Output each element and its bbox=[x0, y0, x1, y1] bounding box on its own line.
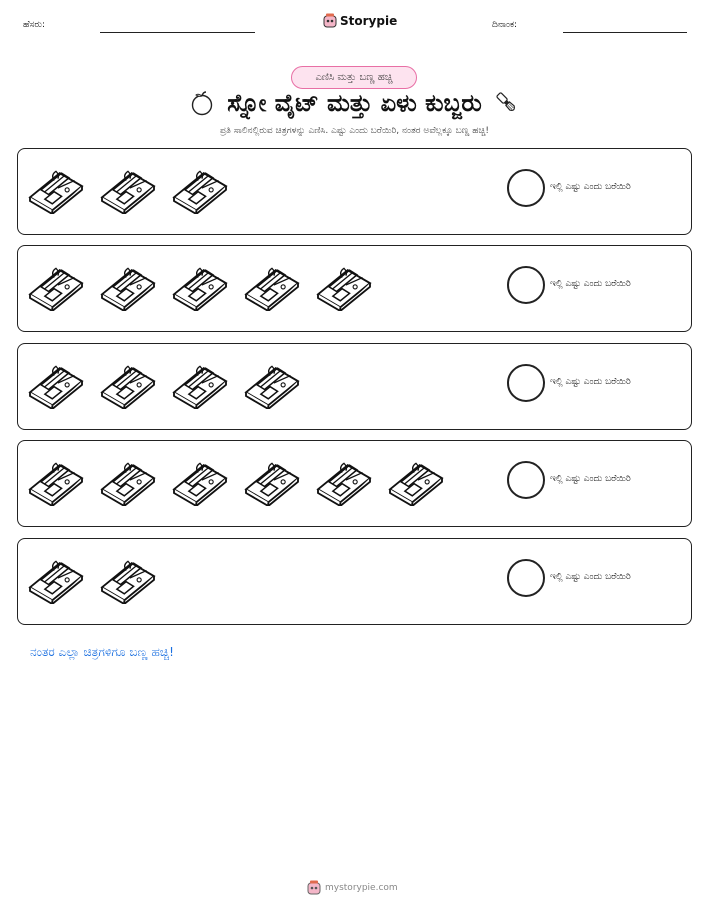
count-row bbox=[17, 440, 692, 527]
mousetrap-icon bbox=[170, 259, 230, 311]
name-label: ಹೆಸರು: bbox=[23, 20, 46, 30]
mousetrap-icon bbox=[26, 454, 86, 506]
answer-circle[interactable] bbox=[507, 461, 545, 499]
mousetrap-icon bbox=[26, 259, 86, 311]
trap-group bbox=[26, 454, 446, 506]
answer-hint: ಇಲ್ಲಿ ಎಷ್ಟು ಎಂದು ಬರೆಯಿರಿ bbox=[550, 572, 631, 582]
site-footer bbox=[307, 880, 398, 895]
answer-circle[interactable] bbox=[507, 559, 545, 597]
trap-group bbox=[26, 259, 374, 311]
title-row bbox=[0, 89, 709, 117]
count-row bbox=[17, 538, 692, 625]
mousetrap-icon bbox=[386, 454, 446, 506]
mousetrap-icon bbox=[242, 259, 302, 311]
mousetrap-icon bbox=[98, 357, 158, 409]
count-row bbox=[17, 148, 692, 235]
mousetrap-icon bbox=[98, 454, 158, 506]
footer-note: ನಂತರ ಎಲ್ಲಾ ಚಿತ್ರಗಳಿಗೂ ಬಣ್ಣ ಹಚ್ಚಿ! bbox=[30, 645, 174, 659]
mousetrap-icon bbox=[314, 454, 374, 506]
brand-name: Storypie bbox=[340, 13, 398, 28]
count-row bbox=[17, 343, 692, 430]
mousetrap-icon bbox=[314, 259, 374, 311]
instructions: ಪ್ರತಿ ಸಾಲಿನಲ್ಲಿರುವ ಚಿತ್ರಗಳನ್ನು ಎಣಿಸಿ. ಎಷ್ಟು ಎಂದು ಬರೆಯಿರಿ, ನಂತರ ಅವೆಲ್ಲಕ್ಕೂ ಬಣ್ಣ ಹಚ್ಚಿ! bbox=[220, 126, 489, 136]
trap-group bbox=[26, 552, 158, 604]
mousetrap-icon bbox=[170, 162, 230, 214]
mousetrap-icon bbox=[170, 454, 230, 506]
count-row bbox=[17, 245, 692, 332]
mousetrap-icon bbox=[242, 357, 302, 409]
date-label: ದಿನಾಂಕ: bbox=[492, 20, 518, 30]
answer-hint: ಇಲ್ಲಿ ಎಷ್ಟು ಎಂದು ಬರೆಯಿರಿ bbox=[550, 474, 631, 484]
answer-hint: ಇಲ್ಲಿ ಎಷ್ಟು ಎಂದು ಬರೆಯಿರಿ bbox=[550, 377, 631, 387]
mousetrap-icon bbox=[26, 552, 86, 604]
answer-circle[interactable] bbox=[507, 169, 545, 207]
mousetrap-icon bbox=[170, 357, 230, 409]
activity-badge: ಎಣಿಸಿ ಮತ್ತು ಬಣ್ಣ ಹಚ್ಚಿ bbox=[291, 66, 417, 89]
trap-group bbox=[26, 357, 302, 409]
trap-group bbox=[26, 162, 230, 214]
mousetrap-icon bbox=[26, 357, 86, 409]
site-url[interactable]: mystorypie.com bbox=[325, 882, 398, 893]
mousetrap-icon bbox=[98, 259, 158, 311]
answer-hint: ಇಲ್ಲಿ ಎಷ್ಟು ಎಂದು ಬರೆಯಿರಿ bbox=[550, 279, 631, 289]
mousetrap-icon bbox=[98, 162, 158, 214]
page-title: ಸ್ನೋ ವೈಟ್ ಮತ್ತು ಏಳು ಕುಬ್ಜರು bbox=[227, 89, 482, 117]
answer-hint: ಇಲ್ಲಿ ಎಷ್ಟು ಎಂದು ಬರೆಯಿರಿ bbox=[550, 182, 631, 192]
storypie-logo-icon bbox=[323, 13, 337, 28]
mousetrap-icon bbox=[242, 454, 302, 506]
name-line[interactable] bbox=[100, 32, 255, 33]
brand-logo bbox=[323, 13, 397, 28]
answer-circle[interactable] bbox=[507, 266, 545, 304]
apple-icon bbox=[189, 90, 215, 116]
date-line[interactable] bbox=[563, 32, 687, 33]
brush-icon bbox=[494, 90, 520, 116]
answer-circle[interactable] bbox=[507, 364, 545, 402]
mousetrap-icon bbox=[98, 552, 158, 604]
storypie-logo-icon bbox=[307, 880, 321, 895]
mousetrap-icon bbox=[26, 162, 86, 214]
